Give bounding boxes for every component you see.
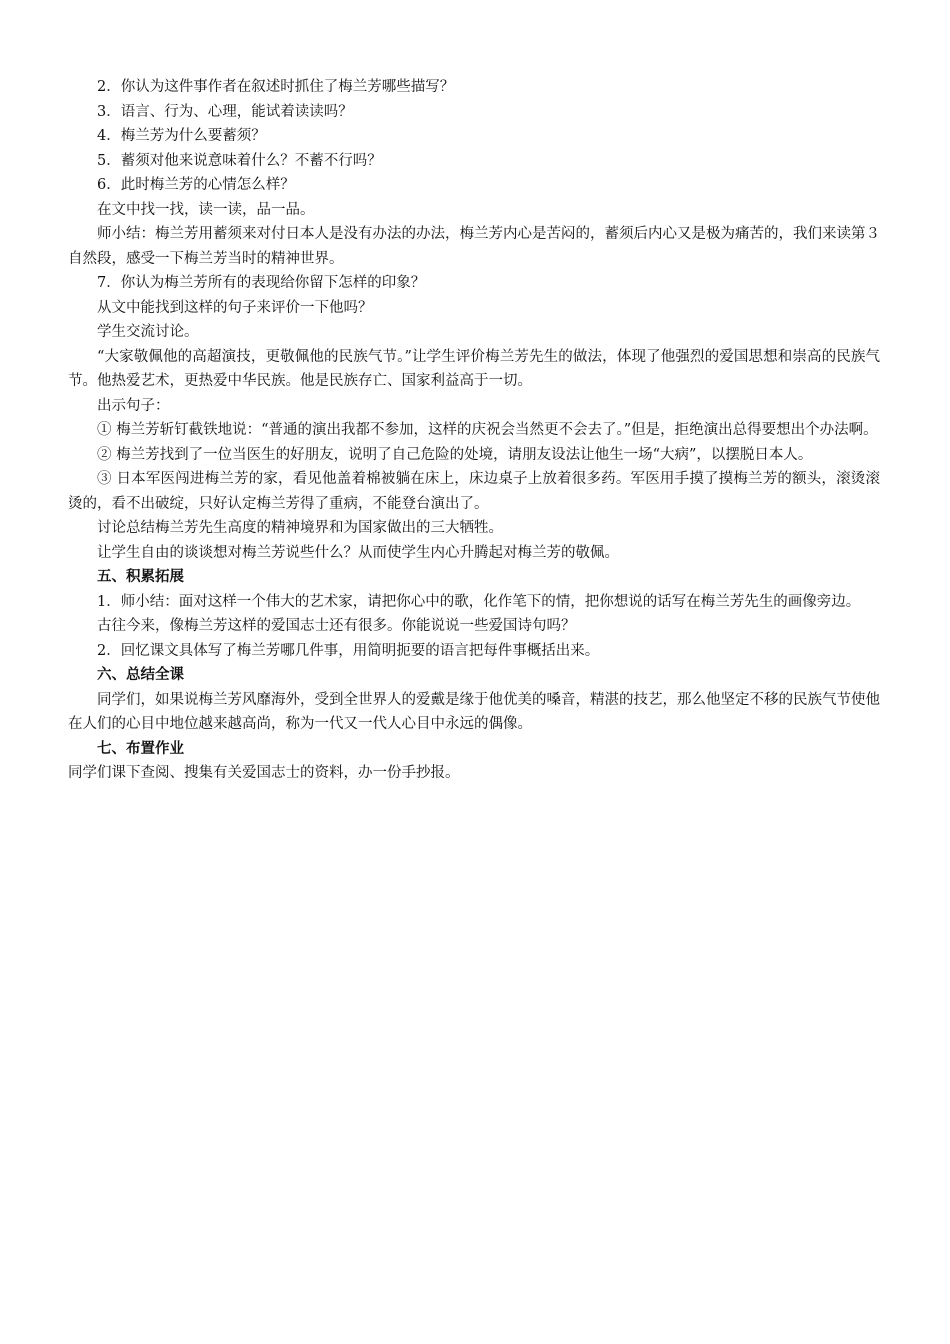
section-heading-6: 六、总结全课 — [97, 667, 184, 683]
quote-paragraph: “大家敬佩他的高超演技，更敬佩他的民族气节。”让学生评价梅兰芳先生的做法，体现了他强烈的爱国思想和崇高的民族气节。他热爱艺术，更热爱中华民族。他是民族存亡、国家利益高于一切。 — [68, 348, 880, 389]
section7-paragraph-1: 同学们课下查阅、搜集有关爱国志士的资料，办一份手抄报。 — [68, 765, 460, 781]
teacher-summary: 师小结：梅兰芳用蓄须来对付日本人是没有办法的办法，梅兰芳内心是苦闷的，蓄须后内心又是极为痛苦的，我们来读第３自然段，感受一下梅兰芳当时的精神世界。 — [68, 226, 880, 267]
section6-paragraph-1: 同学们，如果说梅兰芳风靡海外，受到全世界人的爱戴是缘于他优美的嗓音，精湛的技艺，那么他坚定不移的民族气节使他在人们的心目中地位越来越高尚，称为一代又一代人心目中永远的偶像。 — [68, 691, 880, 732]
section5-paragraph-3: 2．回忆课文具体写了梅兰芳哪几件事，用简明扼要的语言把每件事概括出来。 — [97, 642, 600, 659]
show-sentences-label: 出示句子： — [97, 397, 170, 414]
discussion-summary: 讨论总结梅兰芳先生高度的精神境界和为国家做出的三大牺牲。 — [97, 520, 503, 536]
section5-paragraph-1: 1．师小结：面对这样一个伟大的艺术家，请把你心中的歌，化作笔下的情，把你想说的话写在梅兰芳先生的画像旁边。 — [97, 593, 861, 610]
question-7: 7．你认为梅兰芳所有的表现给你留下怎样的印象？ — [97, 275, 426, 291]
sentence-3: ③ 日本军医闯进梅兰芳的家，看见他盖着棉被躺在床上，床边桌子上放着很多药。军医用手摸了摸梅兰芳的额头，滚烫滚烫的，看不出破绽，只好认定梅兰芳得了重病，不能登台演出了。 — [68, 471, 880, 512]
section-heading-7: 七、布置作业 — [97, 740, 184, 757]
question-6: 6．此时梅兰芳的心情怎么样？ — [97, 177, 295, 193]
student-reflection: 让学生自由的谈谈想对梅兰芳说些什么？从而使学生内心升腾起对梅兰芳的敬佩。 — [97, 544, 619, 561]
document-page — [68, 75, 880, 786]
sentence-2: ② 梅兰芳找到了一位当医生的好朋友，说明了自己危险的处境，请朋友设法让他生一场“大病”，以摆脱日本人。 — [97, 446, 813, 463]
question-2: 2．你认为这件事作者在叙述时抓住了梅兰芳哪些描写？ — [97, 79, 455, 95]
question-3: 3．语言、行为、心理，能试着读读吗？ — [97, 103, 353, 120]
sentence-1: ① 梅兰芳斩钉截铁地说：“普通的演出我都不参加，这样的庆祝会当然更不会去了。”但是，拒绝演出总得要想出个办法啊。 — [97, 422, 878, 438]
section5-paragraph-2: 古往今来，像梅兰芳这样的爱国志士还有很多。你能说说一些爱国诗句吗？ — [97, 618, 576, 634]
section-heading-5: 五、积累拓展 — [97, 569, 184, 585]
prompt-paragraph: 从文中能找到这样的句子来评价一下他吗？ — [97, 299, 373, 316]
instruction-paragraph: 在文中找一找，读一读，品一品。 — [97, 201, 315, 218]
question-4: 4．梅兰芳为什么要蓄须？ — [97, 128, 266, 144]
discussion-paragraph: 学生交流讨论。 — [97, 324, 199, 340]
question-5: 5．蓄须对他来说意味着什么？不蓄不行吗？ — [97, 152, 382, 169]
